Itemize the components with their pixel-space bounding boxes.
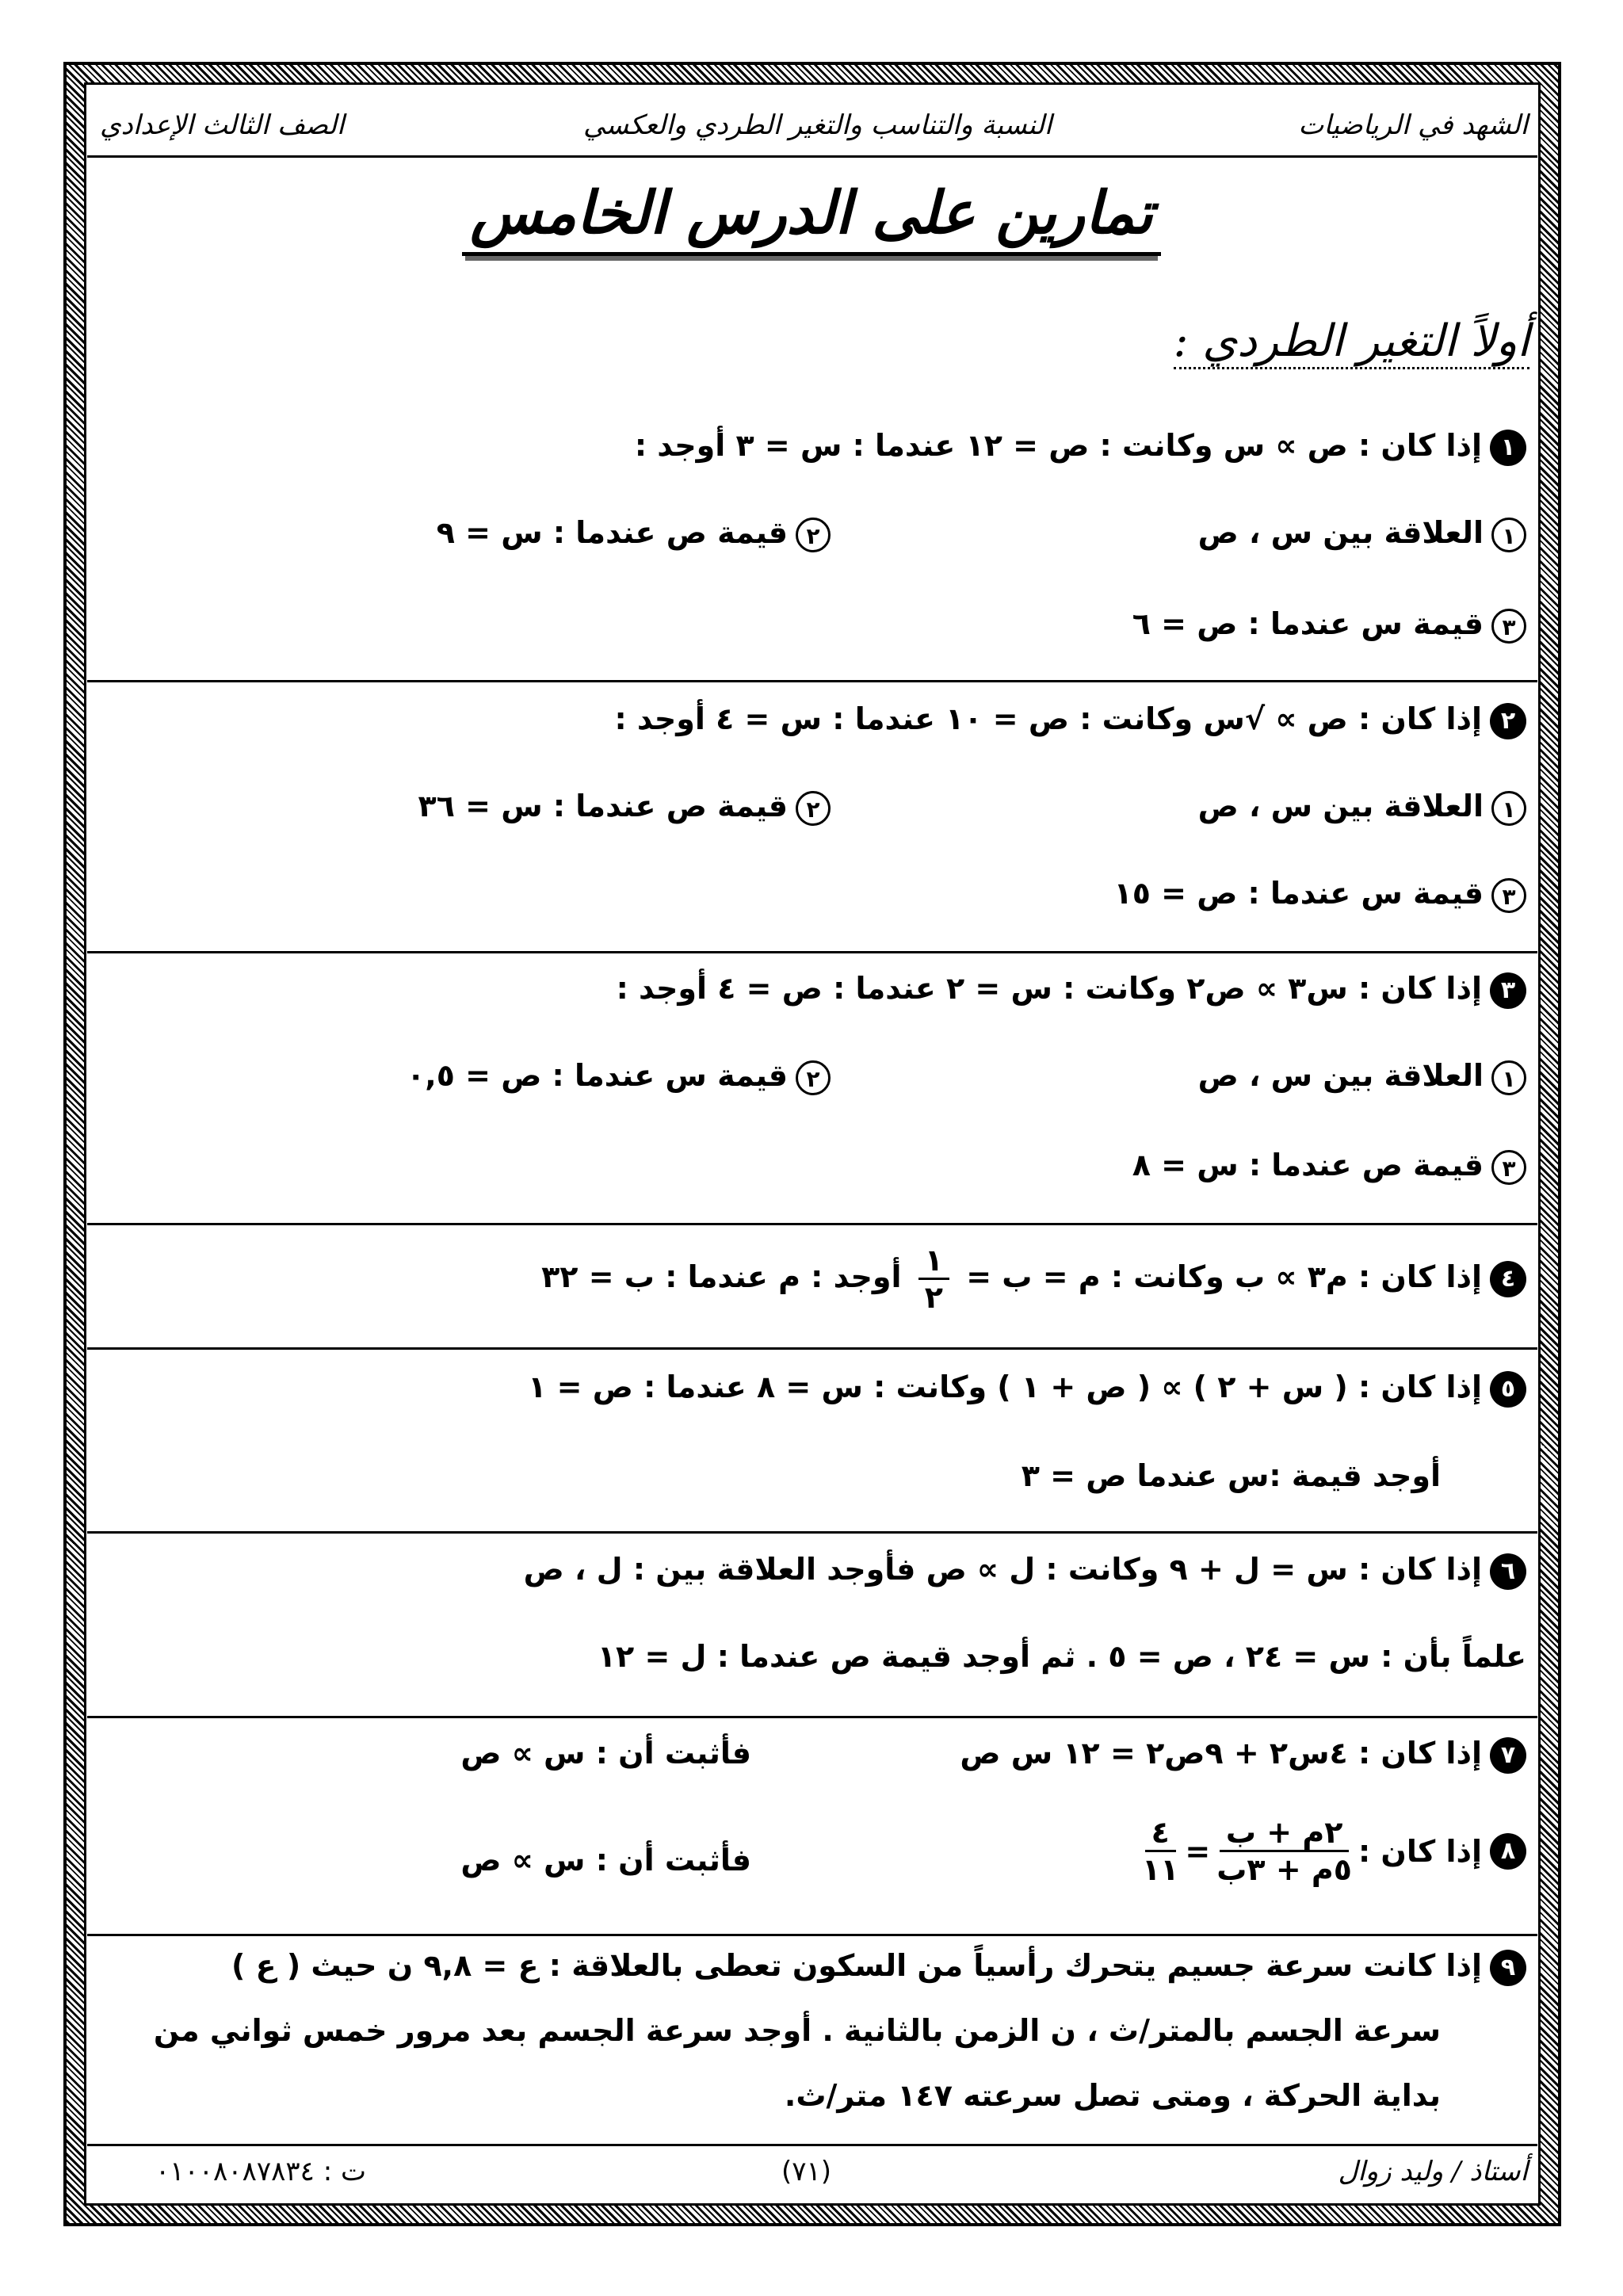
- exercise-1-q2: ٢قيمة ص عندما : س = ٩: [437, 515, 831, 552]
- exercise-2-q1: ١العلاقة بين س ، ص: [1198, 789, 1526, 826]
- exercise-8-statement: ٨ إذا كان : $\frac{\text{٢م + ب}}{\text{٥م + ٣ب}}$ = $\frac{٤}{١١}$: [1136, 1815, 1526, 1887]
- exercise-number-badge: ٨: [1490, 1833, 1526, 1870]
- fraction: $\frac{\text{٢م + ب}}{\text{٥م + ٣ب}}$: [1216, 1815, 1352, 1887]
- question-marker: ٣: [1491, 609, 1526, 644]
- page-title: تمارين على الدرس الخامس: [0, 179, 1623, 247]
- exercise-4-statement: ٤إذا كان : م٣ ∝ ب وكانت : م = ب = $\frac{١}{٢}$ أوجد : م عندما : ب = ٣٢: [541, 1243, 1526, 1315]
- fraction: $\frac{٤}{١١}$: [1142, 1815, 1179, 1887]
- header-divider: [87, 155, 1537, 158]
- fraction: $\frac{١}{٢}$: [918, 1243, 949, 1315]
- exercise-1-statement: ١إذا كان : ص ∝ س وكانت : ص = ١٢ عندما : س = ٣ أوجد :: [635, 428, 1526, 466]
- divider: [87, 951, 1537, 953]
- exercise-9-line-1: ٩إذا كانت سرعة جسيم يتحرك رأسياً من السكون تعطى بالعلاقة : ع = ٩,٨ ن حيث ( ع ): [231, 1948, 1526, 1986]
- exercise-number-badge: ٣: [1490, 972, 1526, 1009]
- header-book-title: الشهد في الرياضيات: [1298, 109, 1528, 141]
- footer-phone: ت : ٠١٠٠٨٠٨٧٨٣٤: [155, 2156, 366, 2187]
- question-marker: ٢: [796, 518, 831, 552]
- exercise-5-statement: ٥إذا كان : ( س + ٢ ) ∝ ( ص + ١ ) وكانت : س = ٨ عندما : ص = ١: [528, 1370, 1526, 1408]
- header-chapter-title: النسبة والتناسب والتغير الطردي والعكسي: [583, 109, 1052, 141]
- question-marker: ٢: [796, 1060, 831, 1095]
- exercise-2-q2: ٢قيمة ص عندما : س = ٣٦: [418, 789, 831, 826]
- exercise-6-statement: ٦إذا كان : س = ل + ٩ وكانت : ل ∝ ص فأوجد العلاقة بين : ل ، ص: [524, 1552, 1526, 1590]
- divider: [87, 1934, 1537, 1936]
- exercise-7-statement: ٧إذا كان : ٤س٢ + ٩ص٢ = ١٢ س ص: [960, 1736, 1526, 1774]
- page-border-inner: [84, 82, 1541, 2206]
- exercise-3-q2: ٢قيمة س عندما : ص = ٠,٥: [407, 1058, 831, 1095]
- exercise-number-badge: ٧: [1490, 1737, 1526, 1774]
- exercise-9-line-2: سرعة الجسم بالمتر/ث ، ن الزمن بالثانية . أوجد سرعة الجسم بعد مرور خمس ثواني من: [153, 2013, 1441, 2048]
- page-number: (٧١): [781, 2156, 832, 2187]
- exercise-number-badge: ٩: [1490, 1950, 1526, 1986]
- divider: [87, 1531, 1537, 1534]
- exercise-8-prove: فأثبت أن : س ∝ ص: [460, 1843, 751, 1878]
- exercise-3-q1: ١العلاقة بين س ، ص: [1198, 1058, 1526, 1095]
- question-marker: ١: [1491, 518, 1526, 552]
- exercise-7-prove: فأثبت أن : س ∝ ص: [460, 1736, 751, 1771]
- footer-author: أستاذ / وليد زوال: [1338, 2156, 1528, 2187]
- exercise-number-badge: ٢: [1490, 703, 1526, 739]
- section-heading: أولاً التغير الطردي :: [1174, 315, 1529, 367]
- question-marker: ١: [1491, 1060, 1526, 1095]
- exercise-number-badge: ٤: [1490, 1261, 1526, 1297]
- question-marker: ٣: [1491, 878, 1526, 913]
- header-grade: الصف الثالث الإعدادي: [100, 109, 345, 141]
- divider: [87, 1347, 1537, 1350]
- page-header: [92, 109, 1534, 149]
- exercise-3-q3: ٣قيمة ص عندما : س = ٨: [1132, 1148, 1526, 1185]
- exercise-6-question: علماً بأن : س = ٢٤ ، ص = ٥ . ثم أوجد قيمة ص عندما : ل = ١٢: [597, 1639, 1526, 1674]
- question-marker: ١: [1491, 791, 1526, 826]
- exercise-1-q1: ١العلاقة بين س ، ص: [1198, 515, 1526, 552]
- exercise-number-badge: ١: [1490, 430, 1526, 466]
- exercise-number-badge: ٦: [1490, 1553, 1526, 1590]
- divider: [87, 1716, 1537, 1718]
- footer-divider: [87, 2144, 1537, 2146]
- exercise-3-statement: ٣إذا كان : س٣ ∝ ص٢ وكانت : س = ٢ عندما : ص = ٤ أوجد :: [617, 971, 1526, 1009]
- page-footer: [92, 2156, 1534, 2195]
- exercise-2-statement: ٢إذا كان : ص ∝ √س وكانت : ص = ١٠ عندما : س = ٤ أوجد :: [614, 701, 1526, 739]
- exercise-1-q3: ٣قيمة س عندما : ص = ٦: [1132, 606, 1526, 644]
- exercise-9-line-3: بداية الحركة ، ومتى تصل سرعته ١٤٧ متر/ث.: [784, 2078, 1441, 2113]
- divider: [87, 1223, 1537, 1225]
- question-marker: ٣: [1491, 1150, 1526, 1185]
- exercise-number-badge: ٥: [1490, 1371, 1526, 1408]
- exercise-2-q3: ٣قيمة س عندما : ص = ١٥: [1114, 876, 1527, 913]
- exercise-5-question: أوجد قيمة :س عندما ص = ٣: [1021, 1458, 1441, 1493]
- divider: [87, 680, 1537, 682]
- question-marker: ٢: [796, 791, 831, 826]
